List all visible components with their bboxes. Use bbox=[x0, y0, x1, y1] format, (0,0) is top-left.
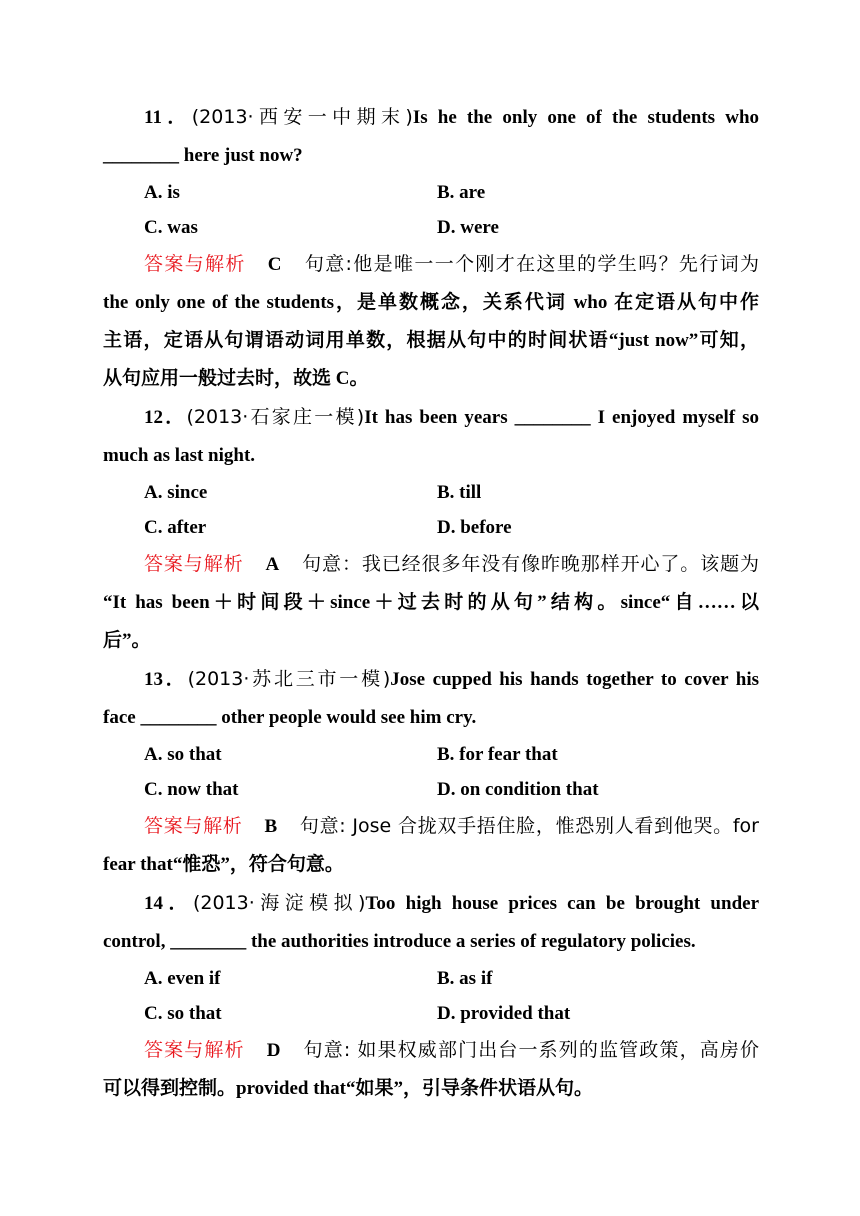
question-number: 11． bbox=[144, 107, 192, 128]
answer-label: 答案与解析 bbox=[144, 815, 243, 837]
option-d: D. on condition that bbox=[437, 779, 599, 800]
answer-line bbox=[103, 1031, 759, 1070]
answer-line bbox=[103, 245, 759, 284]
answer-label: 答案与解析 bbox=[144, 253, 246, 275]
option-c: C. so that bbox=[144, 1003, 222, 1024]
option-b: B. as if bbox=[437, 968, 493, 989]
option-a: A. even if bbox=[144, 968, 221, 989]
option-a: A. is bbox=[144, 182, 180, 203]
option-c: C. after bbox=[144, 517, 207, 538]
question-text: Too high house prices can be brought under bbox=[365, 893, 760, 914]
question-stem-line: face ________ other people would see him cry. bbox=[103, 707, 477, 728]
question-source: (2013·海淀模拟) bbox=[192, 892, 366, 914]
answer-letter: A bbox=[265, 554, 280, 575]
question-stem-line bbox=[103, 660, 759, 699]
answer-label: 答案与解析 bbox=[144, 1039, 245, 1061]
explanation-text: 句意：我已经很多年没有像昨晚那样开心了。该题为 bbox=[301, 553, 759, 575]
question-stem-line bbox=[103, 884, 759, 923]
explanation-line: fear that“惟恐”，符合句意。 bbox=[103, 854, 344, 875]
options-row bbox=[103, 210, 759, 245]
answer-line bbox=[103, 545, 759, 584]
answer-letter: C bbox=[267, 254, 282, 275]
question-source: (2013·石家庄一模) bbox=[186, 406, 365, 428]
explanation-text: 句意: Jose 合拢双手捂住脸，惟恐别人看到他哭。for bbox=[299, 815, 759, 837]
explanation-line: 可以得到控制。provided that“如果”，引导条件状语从句。 bbox=[103, 1078, 593, 1099]
question-text: It has been years ________ I enjoyed myself so bbox=[364, 407, 759, 428]
answer-letter: D bbox=[266, 1040, 281, 1061]
document-page bbox=[103, 98, 759, 1108]
option-b: B. for fear that bbox=[437, 744, 558, 765]
explanation-text: 句意:他是唯一一个刚才在这里的学生吗？先行词为 bbox=[303, 253, 759, 275]
question-text: Jose cupped his hands together to cover his bbox=[390, 669, 760, 690]
question-source: (2013·苏北三市一模) bbox=[187, 668, 391, 690]
question-text: Is he the only one of the students who bbox=[412, 107, 760, 128]
option-b: B. are bbox=[437, 182, 486, 203]
options-row bbox=[103, 510, 759, 545]
question-number: 14． bbox=[144, 893, 193, 914]
question-14 bbox=[103, 884, 759, 1108]
question-number: 13． bbox=[144, 669, 188, 690]
question-stem-line bbox=[103, 98, 759, 137]
answer-letter: B bbox=[264, 816, 278, 837]
option-d: D. before bbox=[437, 517, 512, 538]
option-c: C. was bbox=[144, 217, 198, 238]
explanation-line: 后”。 bbox=[103, 630, 151, 651]
explanation-text: 句意: 如果权威部门出台一系列的监管政策，高房价 bbox=[302, 1039, 759, 1061]
answer-line bbox=[103, 807, 759, 846]
options-row bbox=[103, 961, 759, 996]
option-b: B. till bbox=[437, 482, 482, 503]
explanation-line: 主语，定语从句谓语动词用单数，根据从句中的时间状语“just now”可知， bbox=[103, 330, 759, 351]
question-number: 12． bbox=[144, 407, 187, 428]
option-a: A. since bbox=[144, 482, 208, 503]
question-stem-line: much as last night. bbox=[103, 445, 256, 466]
question-stem-line bbox=[103, 398, 759, 437]
option-c: C. now that bbox=[144, 779, 239, 800]
options-row bbox=[103, 475, 759, 510]
explanation-line: 从句应用一般过去时，故选 C。 bbox=[103, 368, 369, 389]
question-stem-line: control, ________ the authorities introduce a series of regulatory policies. bbox=[103, 931, 696, 952]
question-stem-line: ________ here just now? bbox=[103, 145, 303, 166]
option-d: D. provided that bbox=[437, 1003, 571, 1024]
option-d: D. were bbox=[437, 217, 499, 238]
answer-label: 答案与解析 bbox=[144, 553, 244, 575]
explanation-line: “It has been＋时间段＋since＋过去时的从句”结构。since“自……以 bbox=[103, 592, 759, 613]
options-row bbox=[103, 996, 759, 1031]
question-12 bbox=[103, 398, 759, 660]
question-source: (2013·西安一中期末) bbox=[191, 106, 413, 128]
options-row bbox=[103, 175, 759, 210]
explanation-line: the only one of the students，是单数概念，关系代词 who 在定语从句中作 bbox=[103, 292, 759, 313]
option-a: A. so that bbox=[144, 744, 222, 765]
options-row bbox=[103, 737, 759, 772]
options-row bbox=[103, 772, 759, 807]
question-11 bbox=[103, 98, 759, 398]
question-13 bbox=[103, 660, 759, 884]
